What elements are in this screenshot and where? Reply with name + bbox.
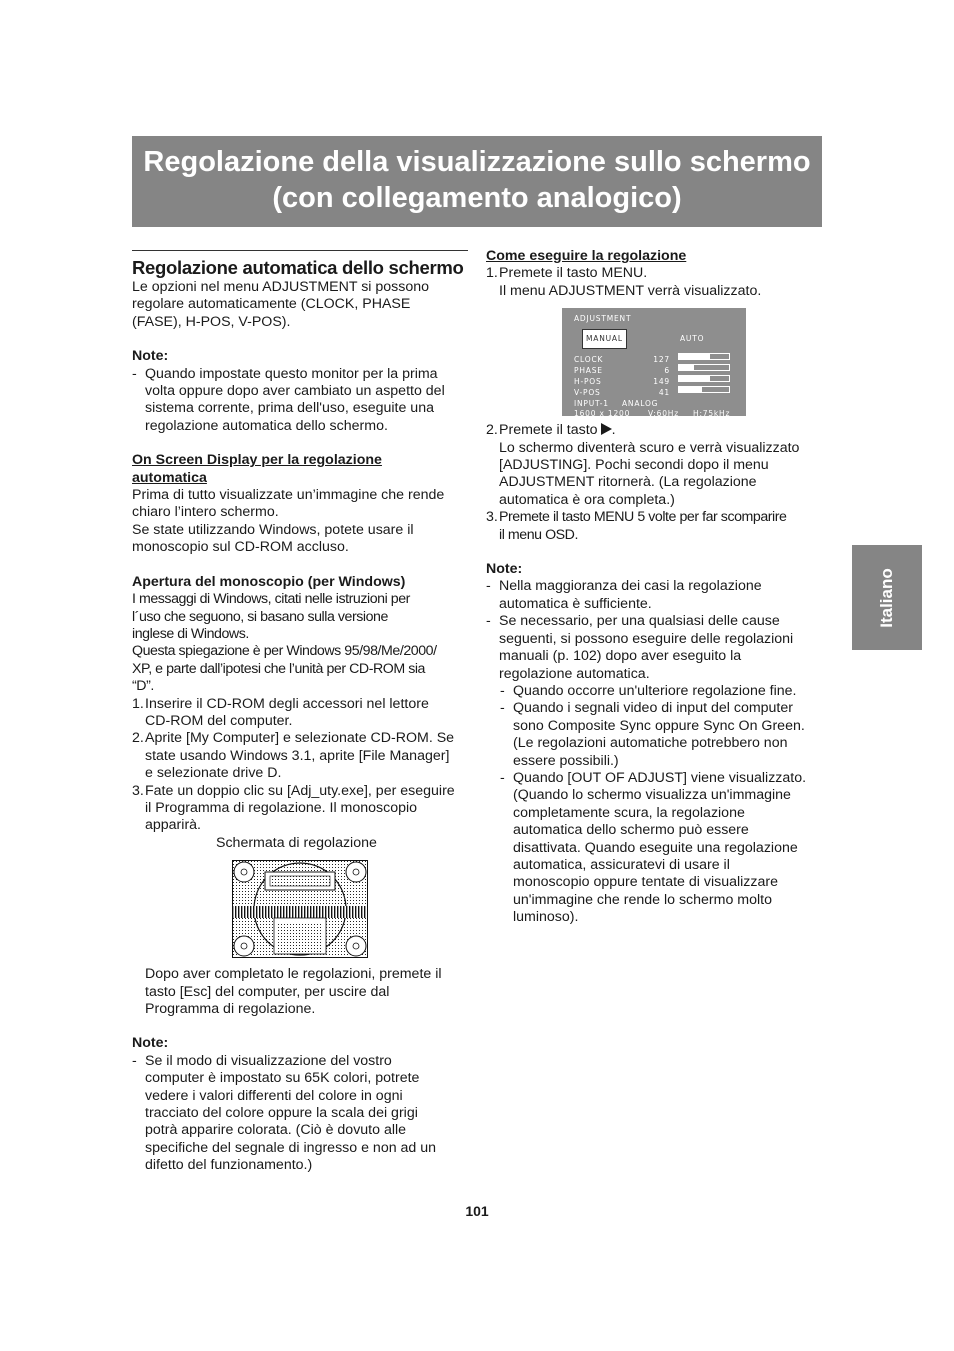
text-line: Lo schermo diventerà scuro e verrà visualizzato <box>499 439 800 456</box>
text-line: Premete il tasto MENU. <box>499 265 648 282</box>
section-heading: Regolazione automatica dello schermo <box>132 257 464 278</box>
note-text <box>499 613 826 683</box>
note-title: Note: <box>486 561 523 578</box>
text-line: disattivata. Quando eseguite una regolazione <box>513 839 798 856</box>
step-text <box>499 440 826 510</box>
sub-note-item <box>486 683 826 700</box>
language-side-tab <box>852 545 922 650</box>
note-text <box>145 366 468 436</box>
osd-paragraph <box>132 487 468 557</box>
text-line: tracciato del colore oppure la scala dei grigi <box>145 1105 418 1122</box>
osd-menu-screenshot <box>562 308 746 419</box>
text-line: Aprite [My Computer] e selezionate CD-ROM. Se <box>145 730 455 747</box>
step-text <box>499 509 826 544</box>
dash-marker: - <box>500 682 505 699</box>
note-item <box>486 578 826 613</box>
note-text <box>145 1053 468 1175</box>
text-line: volta oppure dopo aver cambiato un aspetto del <box>145 383 445 400</box>
text-line: state usando Windows 3.1, aprite [File Manager] <box>145 747 450 764</box>
step-first-line <box>499 422 826 439</box>
text-line: specifiche del segnale di ingresso e non ad un <box>145 1139 437 1156</box>
note-item <box>132 1053 468 1175</box>
step-text-end: . <box>611 422 616 439</box>
note-title: Note: <box>132 348 169 365</box>
text-line: (Le regolazioni automatiche potrebbero non <box>513 735 788 752</box>
step-text: Premete il tasto <box>499 422 598 439</box>
page-title-line-2: (con collegamento analogico) <box>272 182 682 214</box>
dash-marker: - <box>500 700 505 717</box>
text-line: Prima di tutto visualizzate un’immagine che rende <box>132 487 445 504</box>
text-line: Se state utilizzando Windows, potete usare il <box>132 521 414 538</box>
sub-note-text <box>513 700 826 770</box>
adjustment-pattern-image <box>232 860 368 958</box>
open-paragraph <box>132 591 468 695</box>
osd-row-value: 127 <box>653 355 670 365</box>
text-line: essere possibili.) <box>513 752 619 769</box>
step-number: 3. <box>486 509 498 526</box>
osd-resolution: 1600 x 1200 <box>574 409 631 419</box>
right-arrow-button-icon <box>601 423 612 435</box>
text-line: Programma di regolazione. <box>145 1001 316 1017</box>
sub-note-text <box>513 683 826 700</box>
note-item <box>132 366 468 436</box>
osd-slider <box>678 375 730 382</box>
text-line: [ADJUSTING]. Pochi secondi dopo il menu <box>499 457 769 474</box>
text-line: regolazione automatica. <box>499 665 650 682</box>
text-line: il Programma di regolazione. Il monoscopio <box>145 799 418 816</box>
osd-slider-fill <box>679 387 702 392</box>
osd-row-label: PHASE <box>574 366 603 376</box>
text-line: apparirà. <box>145 817 201 834</box>
osd-subheading-line-2: automatica <box>132 469 207 486</box>
dash-marker: - <box>132 365 137 382</box>
step-item <box>132 783 468 835</box>
open-subheading: Apertura del monoscopio (per Windows) <box>132 573 406 590</box>
text-line: Quando [OUT OF ADJUST] viene visualizzato. <box>513 769 807 786</box>
page-title-line-1: Regolazione della visualizzazione sullo schermo <box>143 146 811 178</box>
osd-vfreq: V:60Hz <box>648 409 679 419</box>
text-line: I messaggi di Windows, citati nelle istruzioni per <box>132 591 410 608</box>
page-title-banner <box>132 136 822 227</box>
text-line: “D”. <box>132 678 154 695</box>
text-line: Inserire il CD-ROM degli accessori nel lettore <box>145 695 429 712</box>
dash-marker: - <box>132 1052 137 1069</box>
osd-slider <box>678 364 730 371</box>
step-item <box>486 265 826 300</box>
figure-caption: Schermata di regolazione <box>216 834 377 851</box>
step-number: 3. <box>132 782 144 799</box>
osd-row-label: H-POS <box>574 377 602 387</box>
text-line: (FASE), H-POS, V-POS). <box>132 313 291 330</box>
osd-slider <box>678 386 730 393</box>
step-item <box>132 696 468 731</box>
text-line: inglese di Windows. <box>132 625 249 642</box>
sub-note-item <box>486 770 826 927</box>
text-line: sistema corrente, prima dell'uso, eseguite una <box>145 400 434 417</box>
text-line: luminoso). <box>513 909 579 926</box>
text-line: Quando occorre un'ulteriore regolazione fine. <box>513 682 797 699</box>
osd-slider-fill <box>679 376 710 381</box>
text-line: CD-ROM del computer. <box>145 712 293 729</box>
text-line: sono Composite Sync oppure Sync On Green. <box>513 717 805 734</box>
osd-subheading-line-1: On Screen Display per la regolazione <box>132 452 382 469</box>
text-line: difetto del funzionamento.) <box>145 1157 313 1174</box>
osd-title: ADJUSTMENT <box>574 314 632 324</box>
osd-row-value: 6 <box>664 366 670 376</box>
step-item <box>486 422 826 509</box>
text-line: (Quando lo schermo visualizza un'immagine <box>513 787 791 804</box>
step-item <box>486 509 826 544</box>
osd-slider-fill <box>679 365 694 370</box>
text-line: potrà apparire colorata. (Ciò è dovuto alle <box>145 1122 407 1139</box>
note-title: Note: <box>132 1035 169 1052</box>
after-paragraph <box>132 966 468 1018</box>
osd-row-label: CLOCK <box>574 355 604 365</box>
text-line: regolazione automatica dello schermo. <box>145 417 388 434</box>
text-line: Quando i segnali video di input del computer <box>513 700 793 717</box>
step-text <box>499 265 826 300</box>
left-column <box>132 250 468 1175</box>
step-number: 2. <box>132 730 144 747</box>
text-line: Fate un doppio clic su [Adj_uty.exe], per eseguire <box>145 782 455 799</box>
text-line: ADJUSTMENT ritornerà. (La regolazione <box>499 474 757 491</box>
step-number: 1. <box>486 265 498 282</box>
text-line: tasto [Esc] del computer, per uscire dal <box>145 983 390 1000</box>
text-line: Dopo aver completato le regolazioni, premete il <box>145 966 442 983</box>
step-text <box>145 783 468 835</box>
text-line: computer è impostato su 65K colori, potrete <box>145 1070 420 1087</box>
step-text <box>145 696 468 731</box>
osd-slider-fill <box>679 354 710 359</box>
step-number: 1. <box>132 695 144 712</box>
osd-hfreq: H:75kHz <box>693 409 731 419</box>
page-number: 101 <box>465 1203 489 1219</box>
text-line: completamente scura, la regolazione <box>513 804 745 821</box>
text-line: Premete il tasto MENU 5 volte per far scomparire <box>499 509 787 526</box>
right-column <box>486 248 826 927</box>
note-item <box>486 613 826 683</box>
language-label: Italiano <box>877 567 896 628</box>
sub-note-item <box>486 700 826 770</box>
osd-signal: ANALOG <box>622 399 659 409</box>
text-line: regolare automaticamente (CLOCK, PHASE <box>132 296 411 313</box>
text-line: l´uso che seguono, si basano sulla versione <box>132 608 388 625</box>
text-line: monoscopio oppure tentate di visualizzare <box>513 874 778 891</box>
text-line: Quando impostate questo monitor per la prima <box>145 365 438 382</box>
text-line: Nella maggioranza dei casi la regolazione <box>499 578 762 595</box>
dash-marker: - <box>500 769 505 786</box>
text-line: XP, e parte dall’ipotesi che l’unità per CD-ROM sia <box>132 660 425 677</box>
text-line: vedere i valori differenti del colore in ogni <box>145 1087 403 1104</box>
osd-row-value: 41 <box>658 388 670 398</box>
text-line: chiaro l’intero schermo. <box>132 504 279 521</box>
osd-input: INPUT-1 <box>574 399 609 409</box>
osd-auto-tab: AUTO <box>680 334 705 344</box>
intro-paragraph <box>132 279 468 331</box>
text-line: Questa spiegazione è per Windows 95/98/Me/2000/ <box>132 643 437 660</box>
text-line: manuali (p. 102) dopo aver eseguito la <box>499 648 742 665</box>
text-line: monoscopio sul CD-ROM accluso. <box>132 539 349 556</box>
text-line: automatica dello schermo può essere <box>513 822 749 839</box>
osd-manual-tab: MANUAL <box>582 329 627 348</box>
text-line: Le opzioni nel menu ADJUSTMENT si possono <box>132 279 430 295</box>
step-item <box>132 730 468 782</box>
text-line: il menu OSD. <box>499 526 578 543</box>
text-line: automatica, assicuratevi di usare il <box>513 856 730 873</box>
text-line: automatica è sufficiente. <box>499 595 652 612</box>
steps-list <box>132 696 468 835</box>
note-text <box>499 578 826 613</box>
text-line: Se necessario, per una qualsiasi delle cause <box>499 613 780 630</box>
osd-slider <box>678 353 730 360</box>
osd-row-value: 149 <box>653 377 670 387</box>
osd-row-label: V-POS <box>574 388 601 398</box>
text-line: seguenti, si possono eseguire delle regolazioni <box>499 630 794 647</box>
step-text <box>145 730 468 782</box>
procedure-heading: Come eseguire la regolazione <box>486 248 687 264</box>
text-line: Se il modo di visualizzazione del vostro <box>145 1052 392 1069</box>
step-number: 2. <box>486 422 498 439</box>
sub-note-text <box>513 770 826 927</box>
dash-marker: - <box>486 578 491 595</box>
text-line: e selezionate drive D. <box>145 765 282 782</box>
text-line: Il menu ADJUSTMENT verrà visualizzato. <box>499 282 762 299</box>
text-line: automatica è ora completa.) <box>499 491 675 508</box>
text-line: un'immagine che rende lo schermo molto <box>513 891 772 908</box>
dash-marker: - <box>486 613 491 630</box>
